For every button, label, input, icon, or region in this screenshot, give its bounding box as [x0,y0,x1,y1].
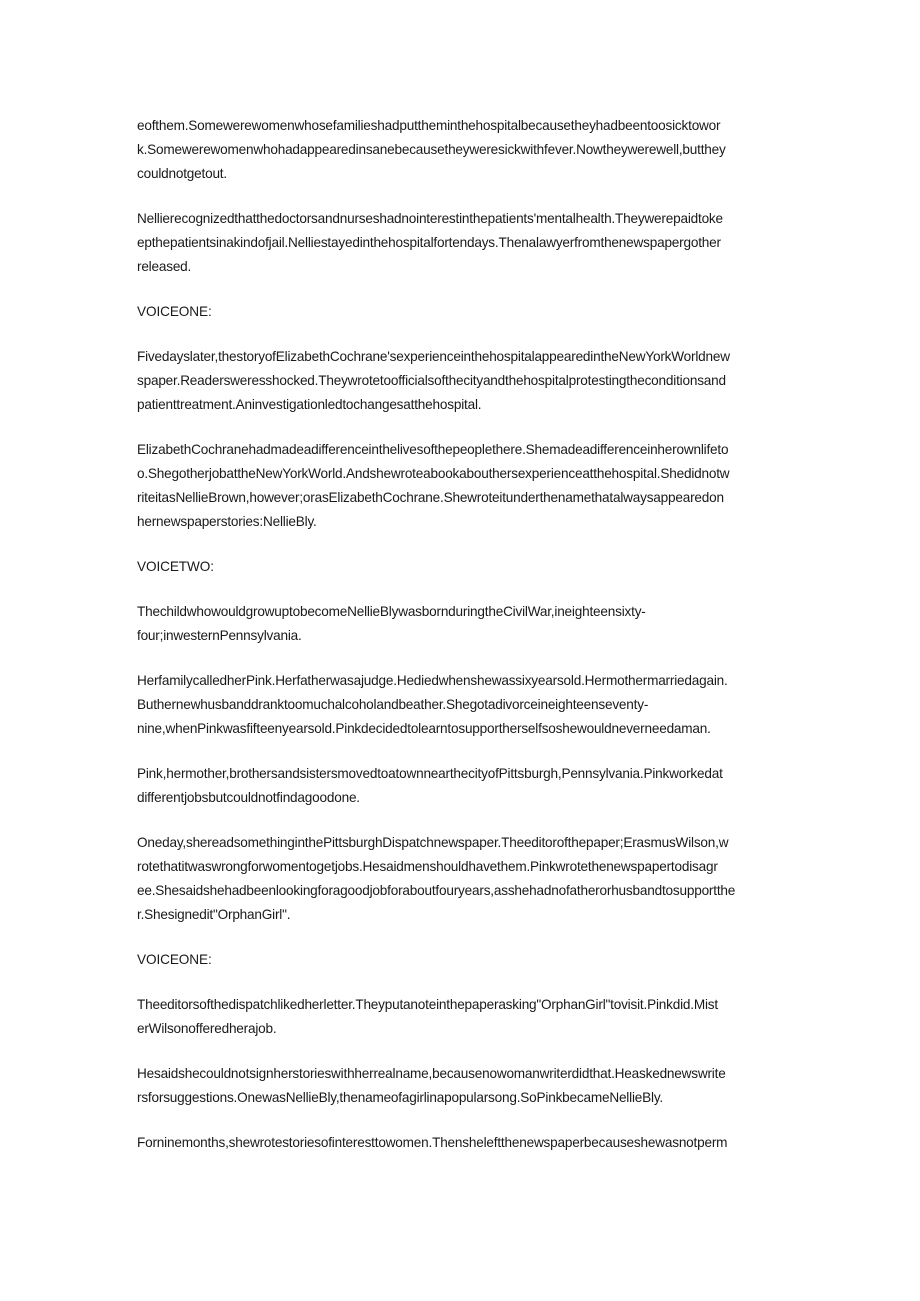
paragraph-line: spaper.Readersweresshocked.Theywrotetoofficialsofthecityandthehospitalprotestingtheconditionsand [137,373,726,388]
paragraph-line: Forninemonths,shewrotestoriesofinteresttowomen.Thensheleftthenewspaperbecauseshewasnotperm [137,1135,728,1150]
paragraph-line: hernewspaperstories:NellieBly. [137,514,317,529]
paragraph-line: HerfamilycalledherPink.Herfatherwasajudge.Hediedwhenshewassixyearsold.Hermothermarriedagain. [137,673,728,688]
body-paragraph [137,114,787,186]
speaker-heading: VOICEONE: [137,304,212,319]
speaker-heading: VOICEONE: [137,952,212,967]
paragraph-line: rsforsuggestions.OnewasNellieBly,thenameofagirlinapopularsong.SoPinkbecameNellieBly. [137,1090,663,1105]
paragraph-line: o.ShegotherjobattheNewYorkWorld.Andshewroteabookabouthersexperienceatthehospital.Shedidnotw [137,466,730,481]
paragraph-line: Fivedayslater,thestoryofElizabethCochrane'sexperienceinthehospitalappearedintheNewYorkWorldnew [137,349,730,364]
paragraph-line: patienttreatment.Aninvestigationledtochangesatthehospital. [137,397,482,412]
body-paragraph [137,669,787,741]
speaker-heading: VOICETWO: [137,559,214,574]
paragraph-line: Oneday,shereadsomethinginthePittsburghDispatchnewspaper.Theeditorofthepaper;ErasmusWilson,w [137,835,729,850]
paragraph-line: couldnotgetout. [137,166,227,181]
paragraph-line: Hesaidshecouldnotsignherstorieswithherrealname,becausenowomanwriterdidthat.Heaskednewswrite [137,1066,726,1081]
paragraph-line: r.Shesignedit"OrphanGirl". [137,907,291,922]
paragraph-line: ee.Shesaidshehadbeenlookingforagoodjobforaboutfouryears,asshehadnofatherorhusbandtosupportthe [137,883,736,898]
paragraph-line: differentjobsbutcouldnotfindagoodone. [137,790,360,805]
body-paragraph [137,762,787,810]
paragraph-line: eofthem.Somewerewomenwhosefamilieshadputtheminthehospitalbecausetheyhadbeentoosicktowor [137,118,721,133]
paragraph-line: riteitasNellieBrown,however;orasElizabethCochrane.Shewroteitunderthenamethatalwaysappearedon [137,490,724,505]
body-paragraph [137,831,787,927]
paragraph-line: Buthernewhusbanddranktoomuchalcoholandbeather.Shegotadivorceineighteenseventy- [137,697,649,712]
paragraph-line: k.Somewerewomenwhohadappearedinsanebecausetheyweresickwithfever.Nowtheywerewell,butthey [137,142,726,157]
paragraph-line: Pink,hermother,brothersandsistersmovedtoatownnearthecityofPittsburgh,Pennsylvania.Pinkworkedat [137,766,723,781]
paragraph-line: nine,whenPinkwasfifteenyearsold.Pinkdecidedtolearntosupportherselfsoshewouldneverneedaman. [137,721,711,736]
body-paragraph [137,1131,787,1155]
paragraph-line: ElizabethCochranehadmadeadifferenceinthelivesofthepeoplethere.Shemadeadifferenceinherownlifeto [137,442,729,457]
body-paragraph [137,438,787,534]
paragraph-line: Theeditorsofthedispatchlikedherletter.Theyputanoteinthepaperasking"OrphanGirl"tovisit.Pinkdid.Mist [137,997,718,1012]
body-paragraph [137,345,787,417]
paragraph-line: erWilsonofferedherajob. [137,1021,277,1036]
paragraph-line: released. [137,259,192,274]
body-paragraph [137,207,787,279]
document-page [137,114,787,1176]
paragraph-line: epthepatientsinakindofjail.Nelliestayedinthehospitalfortendays.Thenalawyerfromthenewspapergother [137,235,721,250]
body-paragraph [137,1062,787,1110]
paragraph-line: ThechildwhowouldgrowuptobecomeNellieBlywasbornduringtheCivilWar,ineighteensixty- [137,604,646,619]
body-paragraph [137,600,787,648]
paragraph-line: Nellierecognizedthatthedoctorsandnurseshadnointerestinthepatients'mentalhealth.Theywerepaidtoke [137,211,723,226]
paragraph-line: rotethatitwaswrongforwomentogetjobs.Hesaidmenshouldhavethem.Pinkwrotethenewspapertodisagr [137,859,718,874]
body-paragraph [137,993,787,1041]
paragraph-line: four;inwesternPennsylvania. [137,628,302,643]
